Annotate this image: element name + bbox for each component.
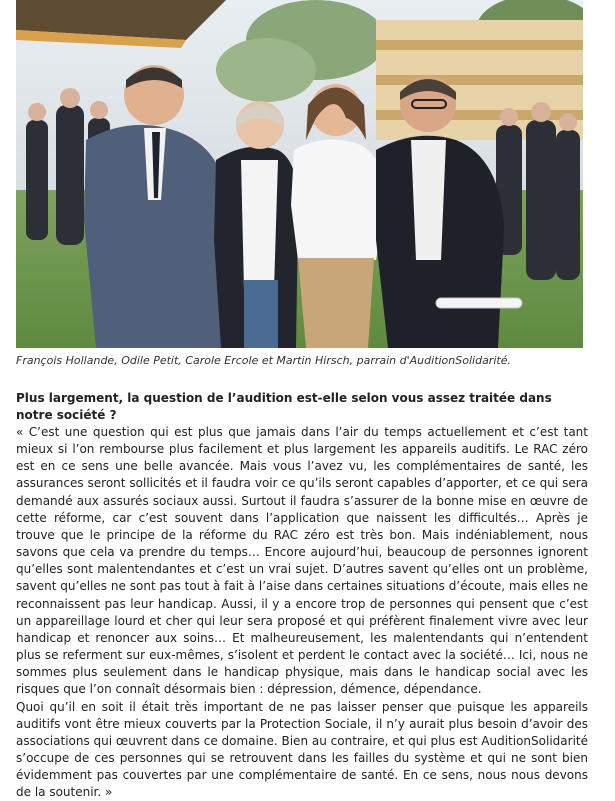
interview-question: Plus largement, la question de l’audition est-elle selon vous assez traitée dans notre société ? [16, 390, 588, 424]
event-photo-icon [16, 0, 583, 348]
answer-paragraph: « C’est une question qui est plus que jamais dans l’air du temps actuellement et c’est tant mieux si l’on rembourse plus facilement et plus largement les appareils auditifs. Le RAC zéro est en ce sens une belle avancée. Mais vous l’avez vu, les complémentaires de santé, les assurances seront sollicités et il faudra voir ce qu’ils seront capables d’apporter, et ce qui sera demandé aux assurés sociaux aussi. Surtout il faudra s’assurer de la bonne mise en œuvre de cette réforme, car c’est souvent dans l’application que naissent les difficultés… Après je trouve que le principe de la réforme du RAC zéro est très bon. Mais indéniablement, nous savons que cela va prendre du temps… Encore aujourd’hui, beaucoup de personnes ignorent qu’elles sont malentendantes et c’est un vrai sujet. D’autres savent qu’elles ont un problème, savent qu’elles ne sont pas tout à fait à l’aise dans certaines situations d’écoute, mais elles ne reconnaissent pas leur handicap. Aussi, il y a encore trop de personnes qui pensent que c’est un appareillage lourd et cher qui leur sera proposé et qui préfèrent finalement vivre avec leur handicap et renoncer aux soins… Et malheureusement, les malentendants qui n’entendent plus se referment sur eux-mêmes, s’isolent et perdent le contact avec la société… Ici, nous ne sommes plus seulement dans le handicap physique, mais dans le handicap social avec les risques que l’on connaît désormais bien : dépression, démence, dépendance. [16, 424, 588, 699]
photo-caption: François Hollande, Odile Petit, Carole Ercole et Martin Hirsch, parrain d'AuditionSolidarité. [16, 354, 606, 367]
event-photo [16, 0, 583, 348]
answer-paragraph: Quoi qu’il en soit il était très important de ne pas laisser penser que puisque les appareils auditifs vont être mieux couverts par la Protection Sociale, il n’y aurait plus besoin d’avoir des associations qui œuvrent dans ce domaine. Bien au contraire, et qui plus est AuditionSolidarité s’occupe de ces personnes qui se retrouvent dans les failles du système et qui ne sont bien évidemment pas couvertes par une complémentaire de santé. En ce sens, nous nous devons de la soutenir. » [16, 699, 588, 801]
interview-answer [16, 424, 588, 801]
